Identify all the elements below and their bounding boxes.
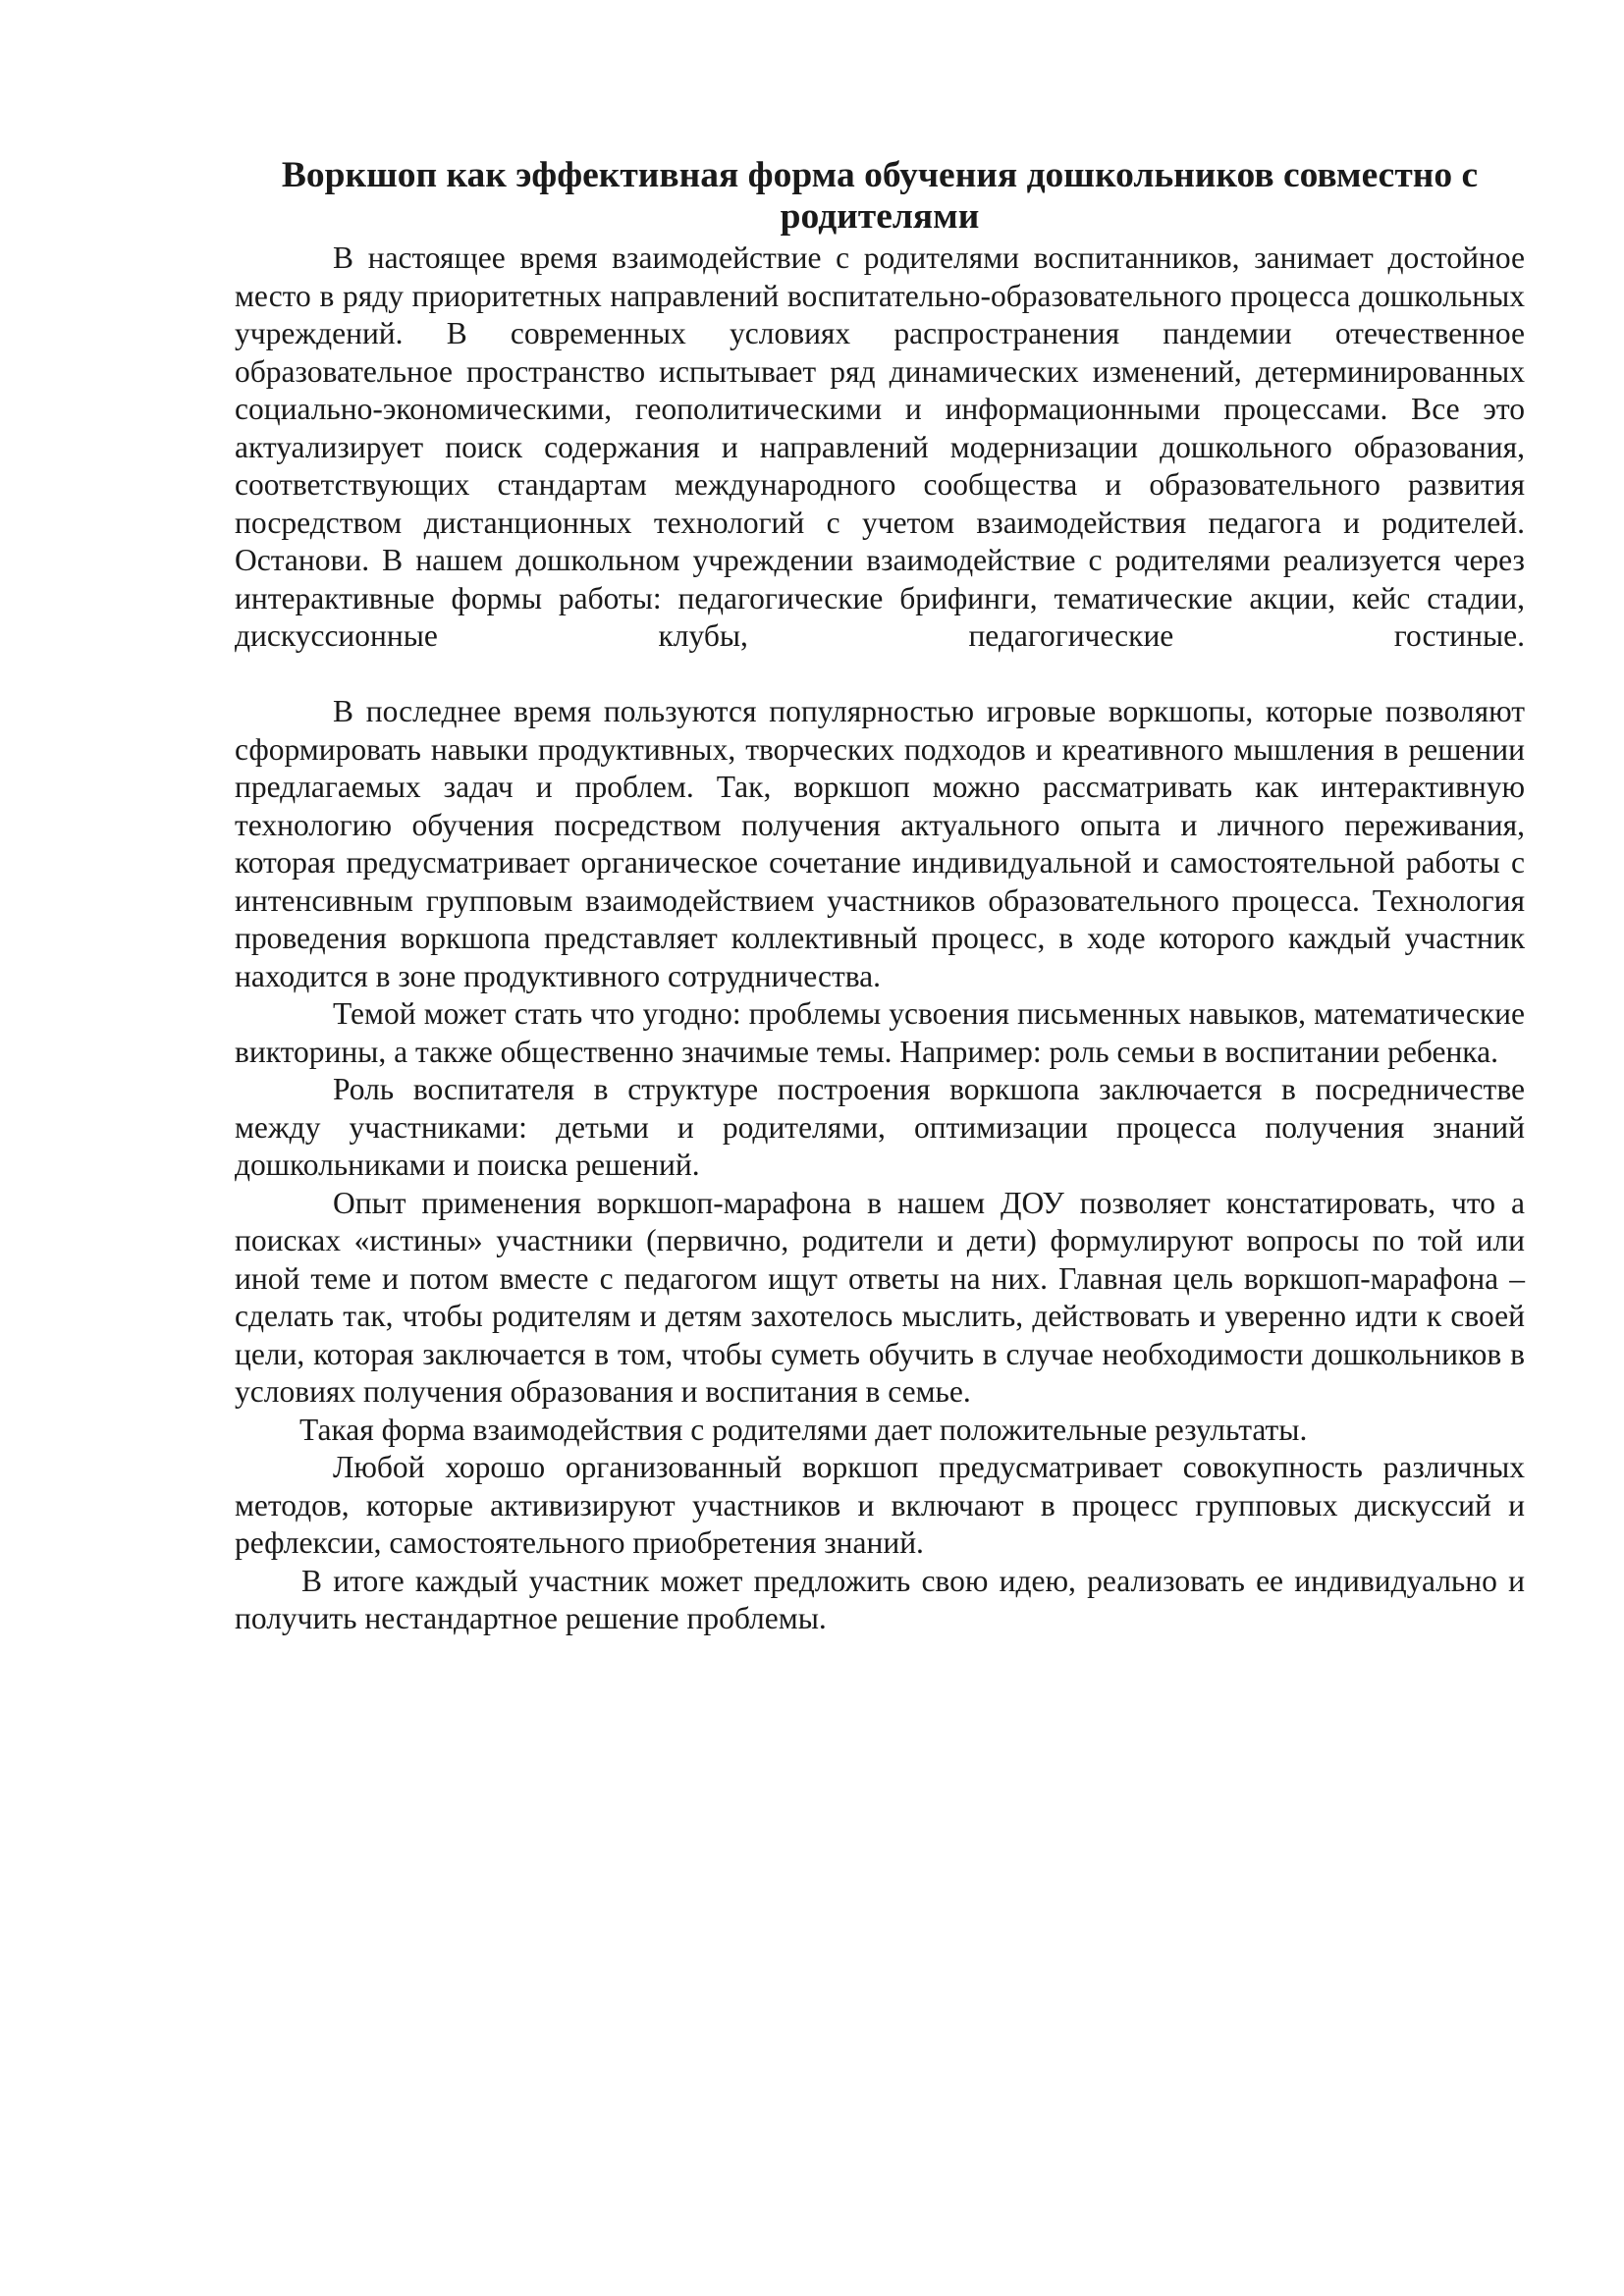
paragraph-results: Такая форма взаимодействия с родителями дает положительные результаты. [299, 1412, 1308, 1447]
paragraph-topics: Темой может стать что угодно: проблемы усвоения письменных навыков, математические викторины, а также общественно значимые темы. Например: роль семьи в воспитании ребенка. [235, 996, 1525, 1069]
document-body [235, 155, 1525, 1638]
paragraph-educator-role: Роль воспитателя в структуре построения воркшопа заключается в посредничестве между участниками: детьми и родителями, оптимизации процесса получения знаний дошкольниками и поиска решений. [235, 1072, 1525, 1182]
paragraph-workshops: В последнее время пользуются популярностью игровые воркшопы, которые позволяют сформировать навыки продуктивных, творческих подходов и креативного мышления в решении предлагаемых задач и проблем. Так, воркшоп можно рассматривать как интерактивную технологию обучения посредством получения актуального опыта и личного переживания, которая предусматривает органическое сочетание индивидуальной и самостоятельной работы с интенсивным групповым взаимодействием участников образовательного процесса. Технология проведения воркшопа представляет коллективный процесс, в ходе которого каждый участник находится в зоне продуктивного сотрудничества. [235, 694, 1525, 993]
paragraph-conclusion: В итоге каждый участник может предложить свою идею, реализовать ее индивидуально и получить нестандартное решение проблемы. [235, 1563, 1525, 1635]
paragraph-marathon-experience: Опыт применения воркшоп-марафона в нашем ДОУ позволяет констатировать, что а поисках «истины» участники (первично, родители и дети) формулируют вопросы по той или иной теме и потом вместе с педагогом ищут ответы на них. Главная цель воркшоп-марафона – сделать так, чтобы родителям и детям захотелось мыслить, действовать и уверенно идти к своей цели, которая заключается в том, чтобы суметь обучить в случае необходимости дошкольников в условиях получения образования и воспитания в семье. [235, 1185, 1525, 1409]
document-title: Воркшоп как эффективная форма обучения дошкольников совместно с родителями [281, 155, 1479, 237]
paragraph-intro: В настоящее время взаимодействие с родителями воспитанников, занимает достойное место в ряду приоритетных направлений воспитательно-образовательного процесса дошкольных учреждений. В современных условиях распространения пандемии отечественное образовательное пространство испытывает ряд динамических изменений, детерминированных социально-экономическими, геополитическими и информационными процессами. Все это актуализирует поиск содержания и направлений модернизации дошкольного образования, соответствующих стандартам международного сообщества и образовательного развития посредством дистанционных технологий с учетом взаимодействия педагога и родителей. Останови. В нашем дошкольном учреждении взаимодействие с родителями реализуется через интерактивные формы работы: педагогические брифинги, тематические акции, кейс стадии, дискуссионные клубы, педагогические гостиные. [235, 240, 1525, 653]
paragraph-methods: Любой хорошо организованный воркшоп предусматривает совокупность различных методов, которые активизируют участников и включают в процесс групповых дискуссий и рефлексии, самостоятельного приобретения знаний. [235, 1450, 1525, 1560]
